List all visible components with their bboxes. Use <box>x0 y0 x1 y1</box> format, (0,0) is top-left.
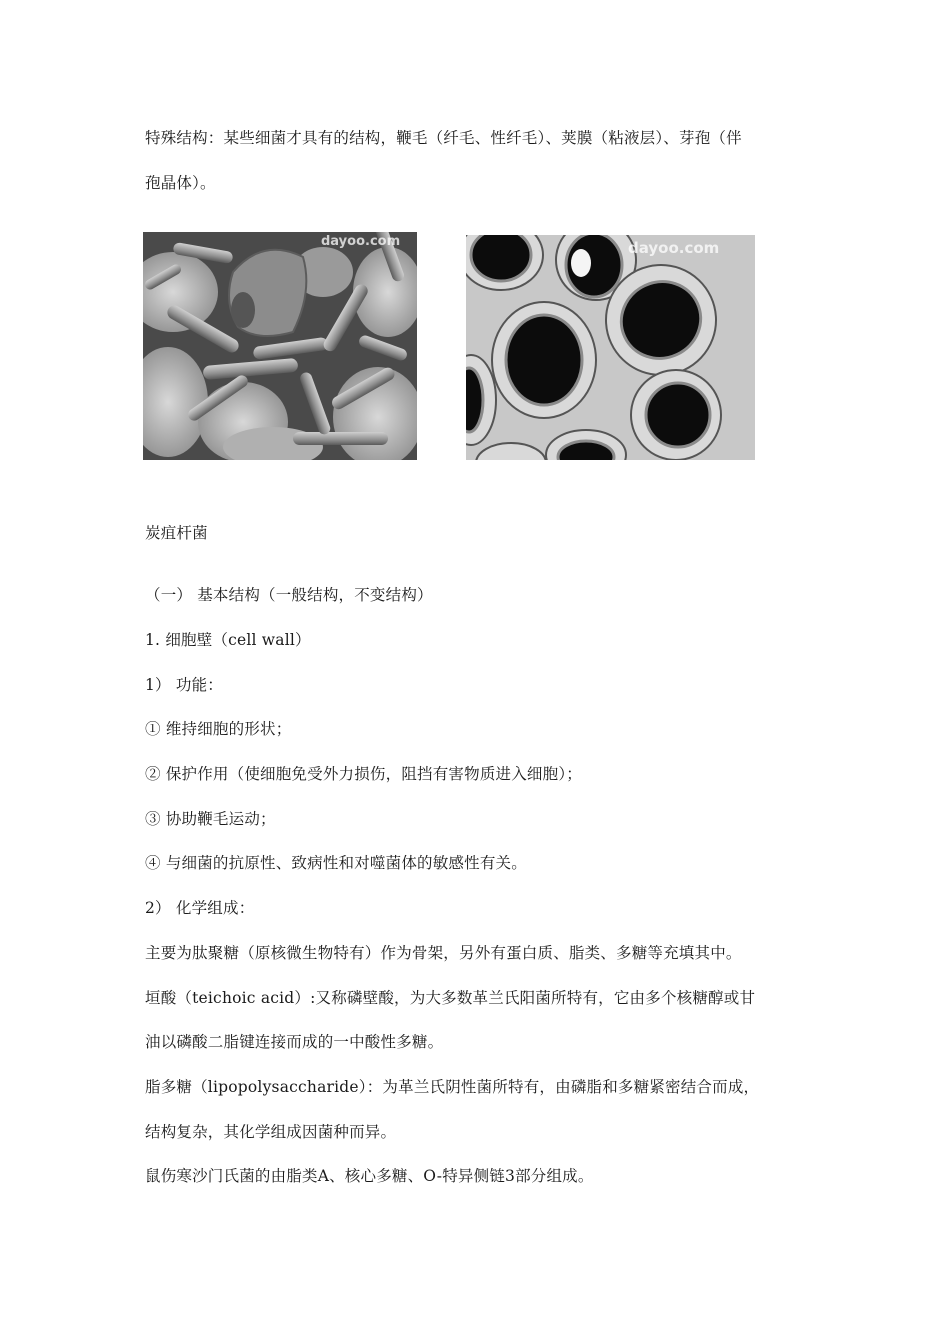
intro-line-1: 特殊结构：某些细菌才具有的结构，鞭毛（纤毛、性纤毛）、荚膜（粘液层）、芽孢（伴 <box>145 129 742 147</box>
spore-micrograph-image <box>466 235 755 460</box>
anthrax-micrograph-drawing <box>143 232 417 460</box>
spore-micrograph-drawing <box>466 235 755 460</box>
teichoic-line-1: 垣酸（teichoic acid）:又称磷壁酸，为大多数革兰氏阳菌所特有，它由多个核糖醇或甘 <box>145 989 756 1007</box>
function-title: 1） 功能： <box>145 676 223 694</box>
function-item-1: ① 维持细胞的形状； <box>145 720 292 738</box>
section-heading: （一） 基本结构（一般结构，不变结构） <box>145 586 433 604</box>
left-watermark: dayoo.com <box>321 234 401 249</box>
chemistry-main: 主要为肽聚糖（原核微生物特有）作为骨架，另外有蛋白质、脂类、多糖等充填其中。 <box>145 944 742 962</box>
subsection-cell-wall: 1. 细胞壁（cell wall） <box>145 631 311 649</box>
function-item-3: ③ 协助鞭毛运动； <box>145 810 276 828</box>
function-item-2: ② 保护作用（使细胞免受外力损伤，阻挡有害物质进入细胞）； <box>145 765 582 783</box>
lps-line-2: 结构复杂，其化学组成因菌种而异。 <box>145 1123 397 1141</box>
chemistry-title: 2） 化学组成： <box>145 899 255 917</box>
lps-line-1: 脂多糖（lipopolysaccharide）：为革兰氏阴性菌所特有，由磷脂和多糖紧密结合而成， <box>145 1078 760 1096</box>
function-item-4: ④ 与细菌的抗原性、致病性和对噬菌体的敏感性有关。 <box>145 854 527 872</box>
right-watermark: dayoo.com <box>628 239 720 257</box>
image-caption: 炭疽杆菌 <box>145 524 208 542</box>
teichoic-line-2: 油以磷酸二脂键连接而成的一中酸性多糖。 <box>145 1033 444 1051</box>
anthrax-micrograph-image <box>143 232 417 460</box>
salmonella-line: 鼠伤寒沙门氏菌的由脂类A、核心多糖、O-特异侧链3部分组成。 <box>145 1167 594 1185</box>
intro-line-2: 孢晶体）。 <box>145 174 216 192</box>
